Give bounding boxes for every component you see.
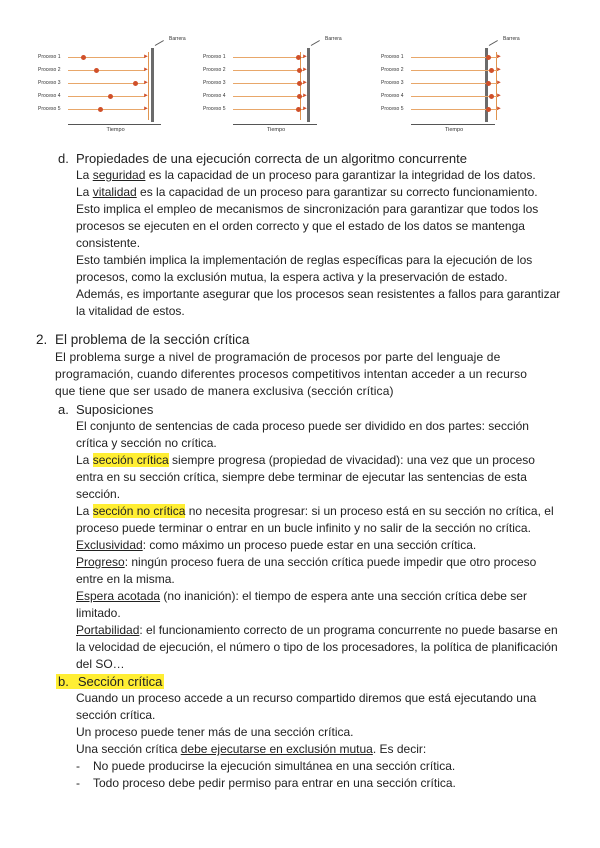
arrow-icon: ► bbox=[143, 106, 149, 112]
barrier-connector bbox=[489, 40, 498, 46]
section-a-line-12: limitado. bbox=[76, 606, 121, 620]
section-b-heading: b. Sección crítica bbox=[58, 674, 163, 689]
process-position-dot bbox=[296, 107, 301, 112]
section-d-line-1: La seguridad es la capacidad de un proceso para garantizar la integridad de los datos. bbox=[76, 168, 536, 182]
section-a-line-5: sección. bbox=[76, 487, 121, 501]
time-label: Tiempo bbox=[445, 127, 464, 133]
process-position-dot bbox=[486, 55, 491, 60]
process-position-dot bbox=[486, 81, 491, 86]
section-a-line-9: Progreso: ningún proceso fuera de una sección crítica puede impedir que otro proceso bbox=[76, 555, 537, 569]
section-d-line-6: Esto también implica la implementación de reglas específicas para la ejecución de los bbox=[76, 253, 533, 267]
process-timeline bbox=[411, 109, 498, 110]
section-d-line-7: procesos, como la exclusión mutua, la espera activa y la preservación de estado. bbox=[76, 270, 508, 284]
process-timeline bbox=[68, 96, 145, 97]
section-a-line-15: del SO… bbox=[76, 657, 125, 671]
arrow-icon: ► bbox=[302, 93, 308, 99]
process-timeline bbox=[411, 57, 498, 58]
process-position-dot bbox=[489, 68, 494, 73]
section-a-line-8: Exclusividad: como máximo un proceso puede estar en una sección crítica. bbox=[76, 538, 477, 552]
time-axis bbox=[68, 124, 161, 125]
process-label: Proceso 1 bbox=[381, 54, 404, 60]
barrier-figure-2 bbox=[203, 30, 353, 140]
process-timeline bbox=[233, 109, 304, 110]
process-label: Proceso 1 bbox=[38, 54, 61, 60]
process-label: Proceso 1 bbox=[203, 54, 226, 60]
section-d-line-9: la vitalidad de estos. bbox=[76, 304, 185, 318]
time-axis bbox=[411, 124, 495, 125]
arrow-icon: ► bbox=[496, 80, 502, 86]
section-d-title: Propiedades de una ejecución correcta de un algoritmo concurrente bbox=[76, 151, 467, 166]
section-a-line-2: crítica y sección no crítica. bbox=[76, 436, 217, 450]
process-label: Proceso 5 bbox=[381, 106, 404, 112]
process-label: Proceso 5 bbox=[38, 106, 61, 112]
process-label: Proceso 3 bbox=[203, 80, 226, 86]
section-a-line-11: Espera acotada (no inanición): el tiempo de espera ante una sección crítica debe ser bbox=[76, 589, 527, 603]
barrier-label: Barrera bbox=[325, 36, 342, 42]
process-position-dot bbox=[94, 68, 99, 73]
process-timeline bbox=[411, 70, 498, 71]
process-position-dot bbox=[81, 55, 86, 60]
time-axis bbox=[233, 124, 317, 125]
arrow-icon: ► bbox=[302, 67, 308, 73]
arrow-icon: ► bbox=[143, 67, 149, 73]
section-a-line-1: El conjunto de sentencias de cada proceso puede ser dividido en dos partes: sección bbox=[76, 419, 529, 433]
section-d-line-5: consistente. bbox=[76, 236, 141, 250]
process-timeline bbox=[233, 83, 304, 84]
section-2-title: El problema de la sección crítica bbox=[55, 332, 250, 347]
arrow-icon: ► bbox=[496, 93, 502, 99]
section-b-line-4: Una sección crítica debe ejecutarse en exclusión mutua. Es decir: bbox=[76, 742, 427, 756]
time-label: Tiempo bbox=[267, 127, 286, 133]
barrier-connector bbox=[155, 40, 164, 46]
arrow-icon: ► bbox=[143, 80, 149, 86]
barrier-figures bbox=[0, 30, 600, 142]
arrow-icon: ► bbox=[496, 106, 502, 112]
process-timeline bbox=[68, 109, 145, 110]
process-timeline bbox=[233, 57, 304, 58]
section-a-line-6: La sección no crítica no necesita progresar: si un proceso está en su sección no crítica, el bbox=[76, 504, 554, 518]
section-a-line-7: proceso puede terminar o entrar en un bucle infinito y no salir de la sección no crítica. bbox=[76, 521, 531, 535]
process-position-dot bbox=[98, 107, 103, 112]
time-label: Tiempo bbox=[106, 127, 125, 133]
process-timeline bbox=[68, 57, 145, 58]
barrier-label: Barrera bbox=[503, 36, 520, 42]
process-position-dot bbox=[296, 55, 301, 60]
highlight-seccion-no-critica: sección no crítica bbox=[92, 504, 186, 518]
process-position-dot bbox=[108, 94, 113, 99]
process-timeline bbox=[233, 96, 304, 97]
barrier-label: Barrera bbox=[169, 36, 186, 42]
highlight-seccion-critica: sección crítica bbox=[92, 453, 169, 467]
barrier-bar bbox=[151, 48, 154, 122]
process-timeline bbox=[411, 83, 498, 84]
process-label: Proceso 5 bbox=[203, 106, 226, 112]
section-a-line-4: entra en su sección crítica, siempre debe terminar de ejecutar las sentencias de esta bbox=[76, 470, 527, 484]
process-label: Proceso 4 bbox=[381, 93, 404, 99]
arrow-icon: ► bbox=[302, 80, 308, 86]
process-label: Proceso 2 bbox=[38, 67, 61, 73]
section-a-marker: a. bbox=[58, 402, 69, 417]
section-2-para-2: programación, cuando diferentes procesos competitivos intentan acceder a un recurso bbox=[55, 367, 528, 381]
process-position-dot bbox=[489, 94, 494, 99]
section-d-marker: d. bbox=[58, 151, 69, 166]
process-position-dot bbox=[486, 107, 491, 112]
arrow-icon: ► bbox=[496, 54, 502, 60]
section-a-line-14: la velocidad de ejecución, el número o tipo de los procesadores, la política de planificación bbox=[76, 640, 558, 654]
section-2-marker: 2. bbox=[36, 332, 48, 347]
barrier-figure-3 bbox=[381, 30, 531, 140]
arrow-icon: ► bbox=[302, 54, 308, 60]
arrow-icon: ► bbox=[496, 67, 502, 73]
arrow-icon: ► bbox=[143, 93, 149, 99]
section-a-line-3: La sección crítica siempre progresa (propiedad de vivacidad): una vez que un proceso bbox=[76, 453, 535, 467]
section-a-line-13: Portabilidad: el funcionamiento correcto de un programa concurrente no puede basarse en bbox=[76, 623, 558, 637]
section-2-para-1: El problema surge a nivel de programación de procesos por parte del lenguaje de bbox=[55, 350, 501, 364]
section-d-line-4: procesos se ejecuten en el orden correcto y que el estado de los datos se mantenga bbox=[76, 219, 525, 233]
process-position-dot bbox=[133, 81, 138, 86]
process-label: Proceso 3 bbox=[38, 80, 61, 86]
section-d-line-8: Además, es importante asegurar que los procesos sean resistentes a fallos para garantizar bbox=[76, 287, 561, 301]
section-b-bullet-1: No puede producirse la ejecución simultánea en una sección crítica. bbox=[93, 759, 456, 773]
barrier-connector bbox=[311, 40, 320, 46]
section-d-line-2: La vitalidad es la capacidad de un proceso para garantizar su correcto funcionamiento. bbox=[76, 185, 538, 199]
process-label: Proceso 2 bbox=[203, 67, 226, 73]
process-timeline bbox=[233, 70, 304, 71]
section-a-title: Suposiciones bbox=[76, 402, 154, 417]
arrow-icon: ► bbox=[302, 106, 308, 112]
bullet-dash-2: - bbox=[76, 776, 80, 790]
section-b-line-2: sección crítica. bbox=[76, 708, 156, 722]
section-b-line-1: Cuando un proceso accede a un recurso compartido diremos que está ejecutando una bbox=[76, 691, 537, 705]
process-label: Proceso 3 bbox=[381, 80, 404, 86]
section-d-line-3: Esto implica el empleo de mecanismos de sincronización para garantizar que todos los bbox=[76, 202, 539, 216]
process-label: Proceso 4 bbox=[203, 93, 226, 99]
section-b-bullet-2: Todo proceso debe pedir permiso para entrar en una sección crítica. bbox=[93, 776, 456, 790]
section-2-para-3: que tiene que ser usado de manera exclusiva (sección crítica) bbox=[55, 384, 394, 398]
bullet-dash-1: - bbox=[76, 759, 80, 773]
section-b-line-3: Un proceso puede tener más de una sección crítica. bbox=[76, 725, 354, 739]
process-label: Proceso 2 bbox=[381, 67, 404, 73]
section-a-line-10: entre en la misma. bbox=[76, 572, 175, 586]
process-label: Proceso 4 bbox=[38, 93, 61, 99]
barrier-figure-1 bbox=[38, 30, 188, 140]
arrow-icon: ► bbox=[143, 54, 149, 60]
process-timeline bbox=[411, 96, 498, 97]
process-timeline bbox=[68, 70, 145, 71]
